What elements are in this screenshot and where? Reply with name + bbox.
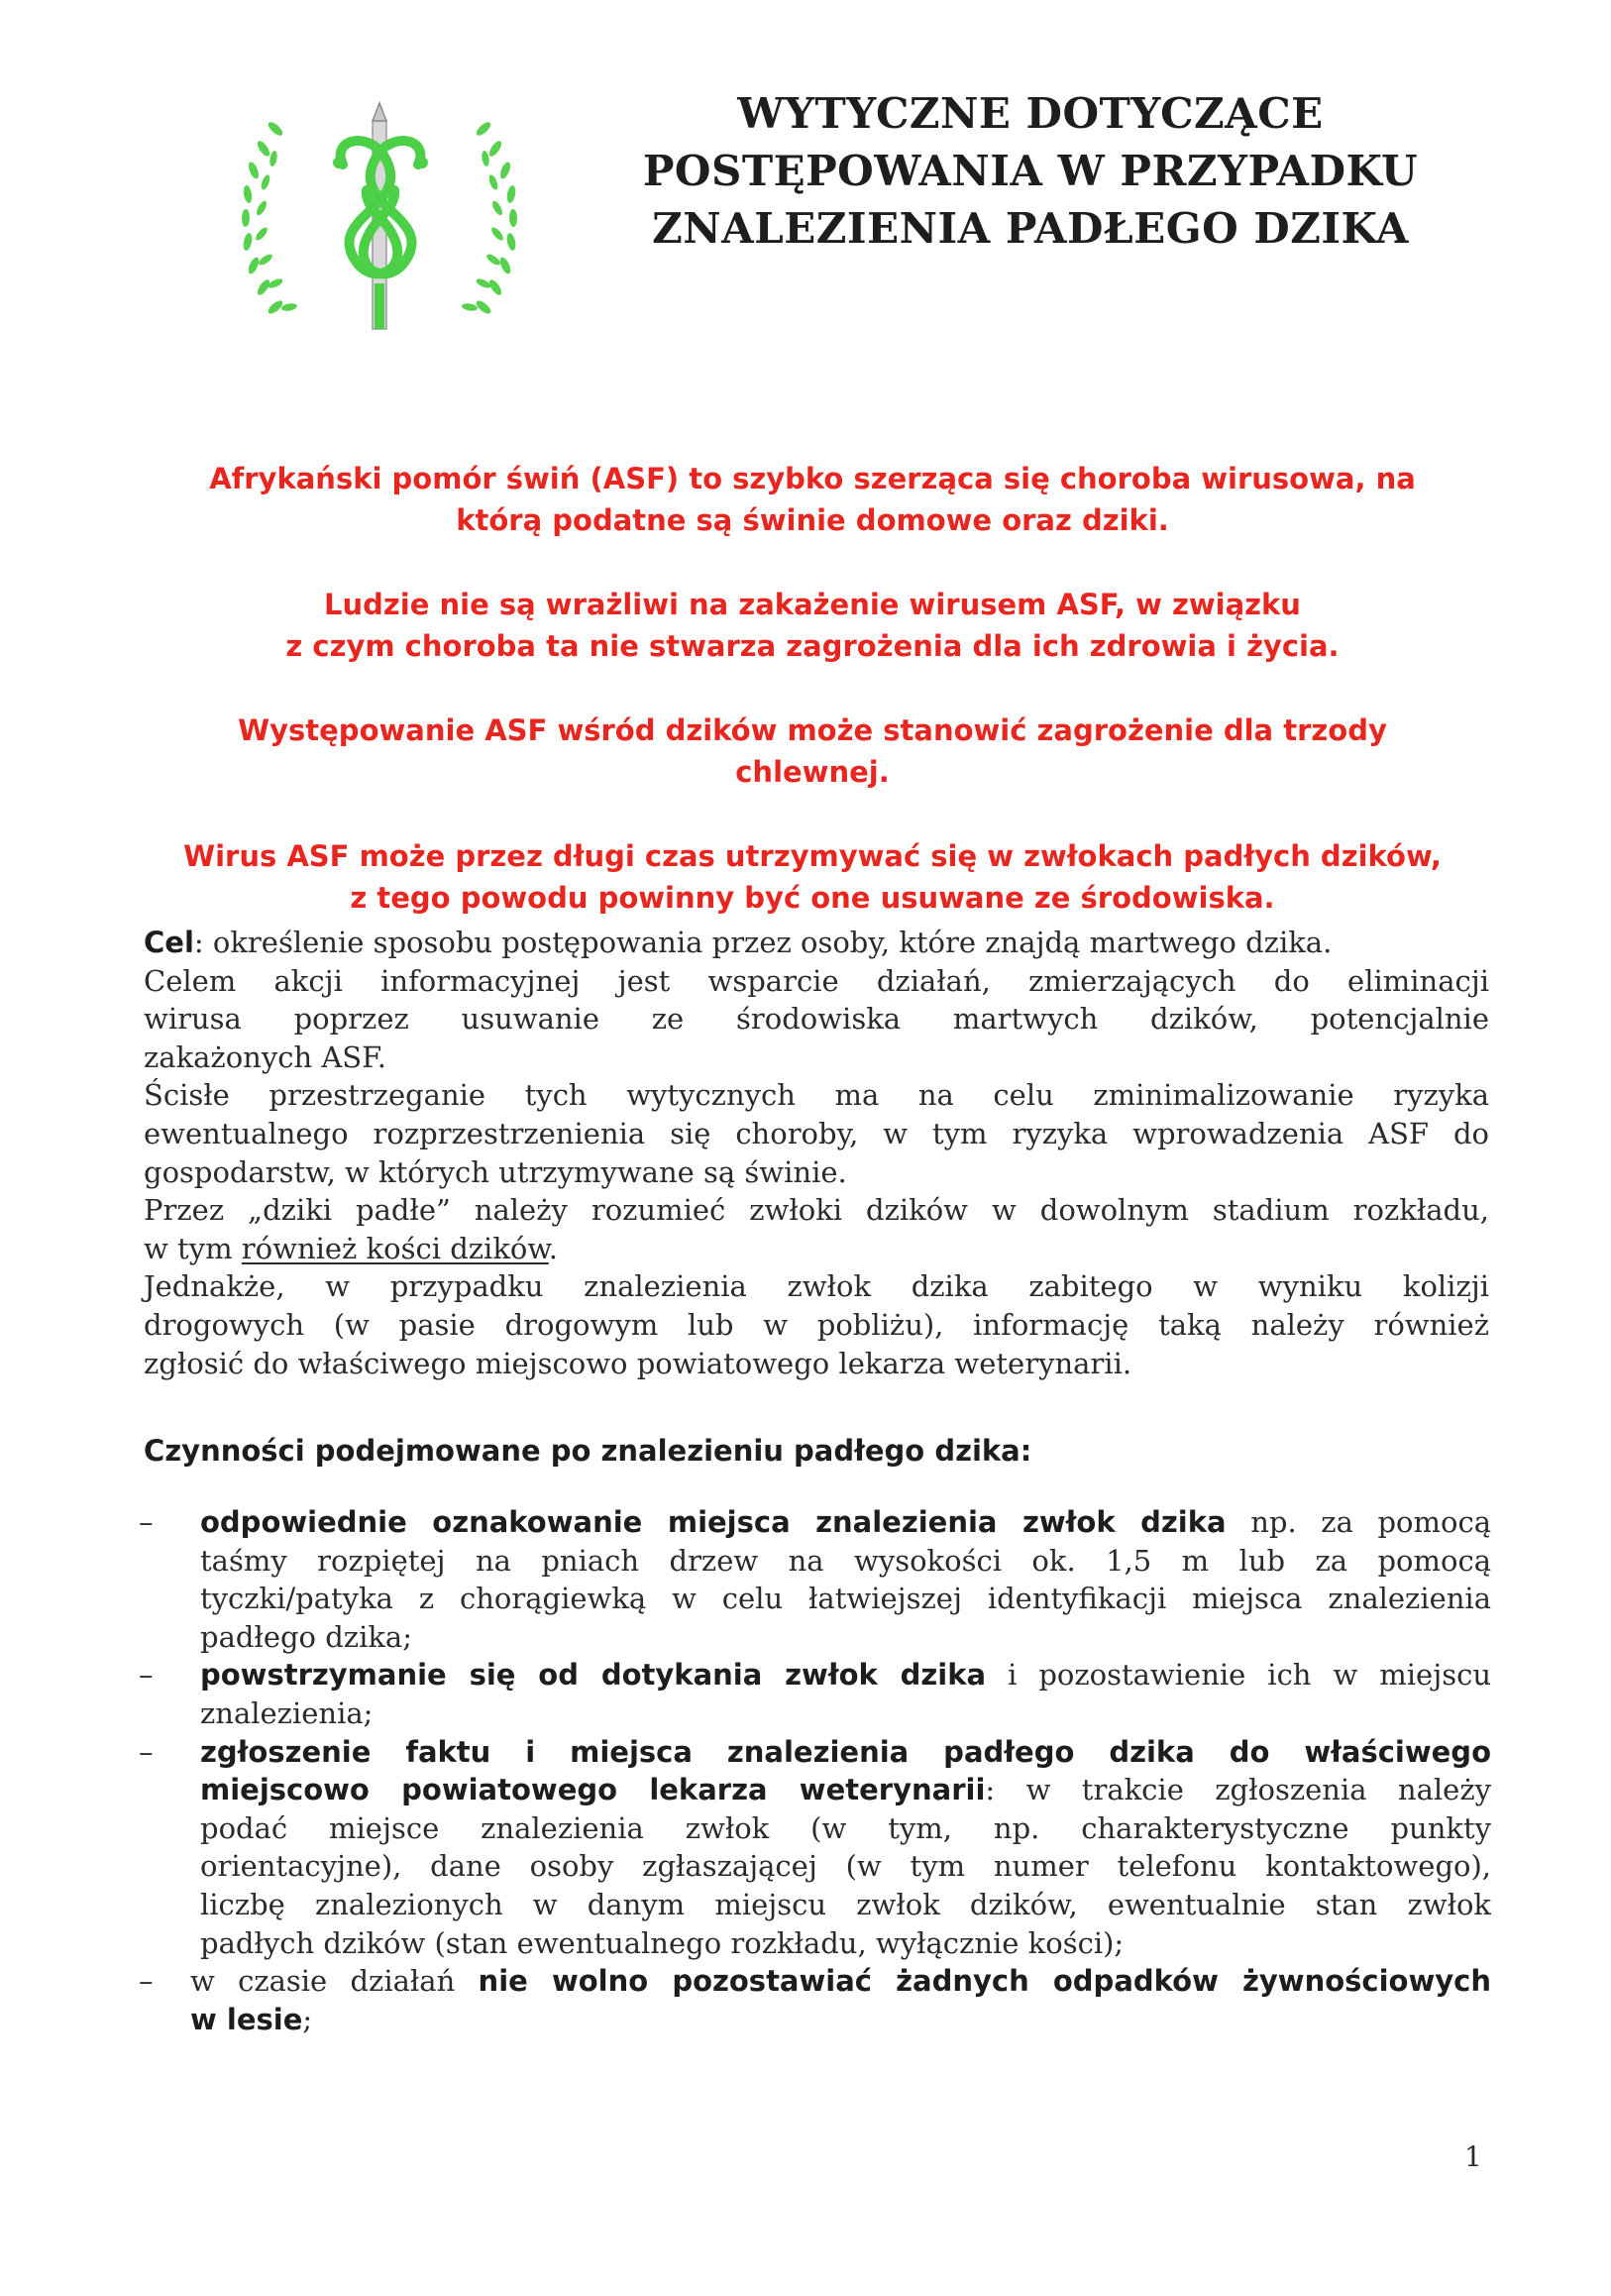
item-text: w czasie działań <box>190 1964 479 1999</box>
intro-line: którą podatne są świnie domowe oraz dziki. <box>456 503 1169 537</box>
item-line: tyczki/patyka z chorągiewką w celu łatwiejszej identyfikacji miejsca znalezienia <box>200 1582 1491 1616</box>
page-number: 1 <box>1464 2140 1482 2173</box>
document-title <box>594 85 1466 258</box>
list-item <box>139 1733 1491 1963</box>
intro-line: Wirus ASF może przez długi czas utrzymywać się w zwłokach padłych dzików, <box>183 839 1442 873</box>
intro-line: z tego powodu powinny być one usuwane ze środowiska. <box>350 881 1275 915</box>
item-text: : w trakcie zgłoszenia należy <box>985 1773 1491 1807</box>
item-line: taśmy rozpiętej na pniach drzew na wysokości ok. 1,5 m lub za pomocą <box>200 1543 1491 1578</box>
item-line <box>200 1503 1491 1542</box>
item-text: np. za pomocą <box>1226 1505 1491 1539</box>
item-bold: powstrzymanie się od dotykania zwłok dzika <box>200 1658 987 1693</box>
list-dash: – <box>139 1734 154 1769</box>
bones-suffix: . <box>548 1231 558 1265</box>
item-text: i pozostawienie ich w miejscu <box>986 1658 1491 1693</box>
intro-paragraph <box>139 584 1486 667</box>
item-line: znalezienia; <box>200 1695 374 1730</box>
title-line: WYTYCZNE DOTYCZĄCE <box>737 89 1324 138</box>
item-line <box>190 1962 1491 2001</box>
intro-paragraph <box>139 710 1486 793</box>
title-line: ZNALEZIENIA PADŁEGO DZIKA <box>652 204 1409 253</box>
item-line <box>200 1656 1491 1695</box>
item-bold: zgłoszenie faktu i miejsca znalezienia padłego dzika do właściwego <box>200 1734 1491 1769</box>
actions-heading: Czynności podejmowane po znalezieniu padłego dzika: <box>144 1434 1032 1468</box>
collision-line: zgłosić do właściwego miejscowo powiatowego lekarza weterynarii. <box>144 1346 1132 1380</box>
goal-line <box>144 924 1489 962</box>
goal-line: Ścisłe przestrzeganie tych wytycznych ma na celu zminimalizowanie ryzyka <box>144 1078 1489 1113</box>
intro-line: chlewnej. <box>735 755 890 789</box>
item-bold: odpowiednie oznakowanie miejsca znalezienia zwłok dzika <box>200 1505 1227 1539</box>
collision-line: drogowych (w pasie drogowym lub w pobliżu), informację taką należy również <box>144 1307 1489 1342</box>
bones-underlined: również kości dzików <box>241 1231 549 1265</box>
item-bold: miejscowo powiatowego lekarza weterynarii <box>200 1773 986 1807</box>
list-dash: – <box>139 1505 154 1539</box>
laurel-right <box>462 120 518 316</box>
intro-paragraph <box>139 835 1486 919</box>
goal-line: ewentualnego rozprzestrzenienia się choroby, w tym ryzyka wprowadzenia ASF do <box>144 1116 1489 1150</box>
goal-line: Przez „dziki padłe” należy rozumieć zwłoki dzików w dowolnym stadium rozkładu, <box>144 1193 1489 1228</box>
list-item <box>139 1503 1491 1656</box>
goal-section <box>144 924 1489 1382</box>
intro-line: Ludzie nie są wrażliwi na zakażenie wirusem ASF, w związku <box>324 588 1301 621</box>
list-item <box>139 1656 1491 1732</box>
goal-line: gospodarstw, w których utrzymywane są świnie. <box>144 1154 847 1189</box>
item-line: liczbę znalezionych w danym miejscu zwłok dzików, ewentualnie stan zwłok <box>200 1887 1491 1921</box>
list-dash: – <box>139 1658 154 1693</box>
item-bold: nie wolno pozostawiać żadnych odpadków żywnościowych <box>478 1964 1492 1999</box>
intro-paragraph <box>139 458 1486 541</box>
item-line: podać miejsce znalezienia zwłok (w tym, np. charakterystyczne punkty <box>200 1810 1491 1845</box>
actions-list <box>139 1503 1491 2038</box>
item-line: padłych dzików (stan ewentualnego rozkładu, wyłącznie kości); <box>200 1925 1125 1960</box>
item-line: orientacyjne), dane osoby zgłaszającej (w tym numer telefonu kontaktowego), <box>200 1849 1491 1884</box>
asf-intro-warnings <box>139 458 1486 961</box>
caduceus-laurel-wreath-logo <box>236 99 523 337</box>
item-line <box>190 2001 1491 2039</box>
laurel-left <box>242 120 298 316</box>
bones-prefix: w tym <box>144 1231 242 1265</box>
item-bold: w lesie <box>190 2002 303 2036</box>
intro-line: Afrykański pomór świń (ASF) to szybko szerząca się choroba wirusowa, na <box>209 462 1416 495</box>
item-text: ; <box>302 2002 313 2036</box>
goal-line: Celem akcji informacyjnej jest wsparcie działań, zmierzających do eliminacji <box>144 963 1489 998</box>
goal-text: : określenie sposobu postępowania przez osoby, które znajdą martwego dzika. <box>193 926 1333 959</box>
goal-line: wirusa poprzez usuwanie ze środowiska martwych dzików, potencjalnie <box>144 1002 1489 1037</box>
goal-label: Cel <box>144 926 194 959</box>
collision-line: Jednakże, w przypadku znalezienia zwłok dzika zabitego w wyniku kolizji <box>144 1269 1489 1304</box>
title-line: POSTĘPOWANIA W PRZYPADKU <box>642 147 1419 195</box>
goal-line <box>144 1230 1489 1268</box>
list-item <box>139 1962 1491 2038</box>
goal-line: zakażonych ASF. <box>144 1039 386 1074</box>
intro-line: Występowanie ASF wśród dzików może stanowić zagrożenie dla trzody <box>238 713 1387 747</box>
item-line: padłego dzika; <box>200 1619 412 1654</box>
item-line <box>200 1771 1491 1809</box>
list-dash: – <box>139 1964 154 1999</box>
intro-line: z czym choroba ta nie stwarza zagrożenia dla ich zdrowia i życia. <box>285 629 1340 663</box>
